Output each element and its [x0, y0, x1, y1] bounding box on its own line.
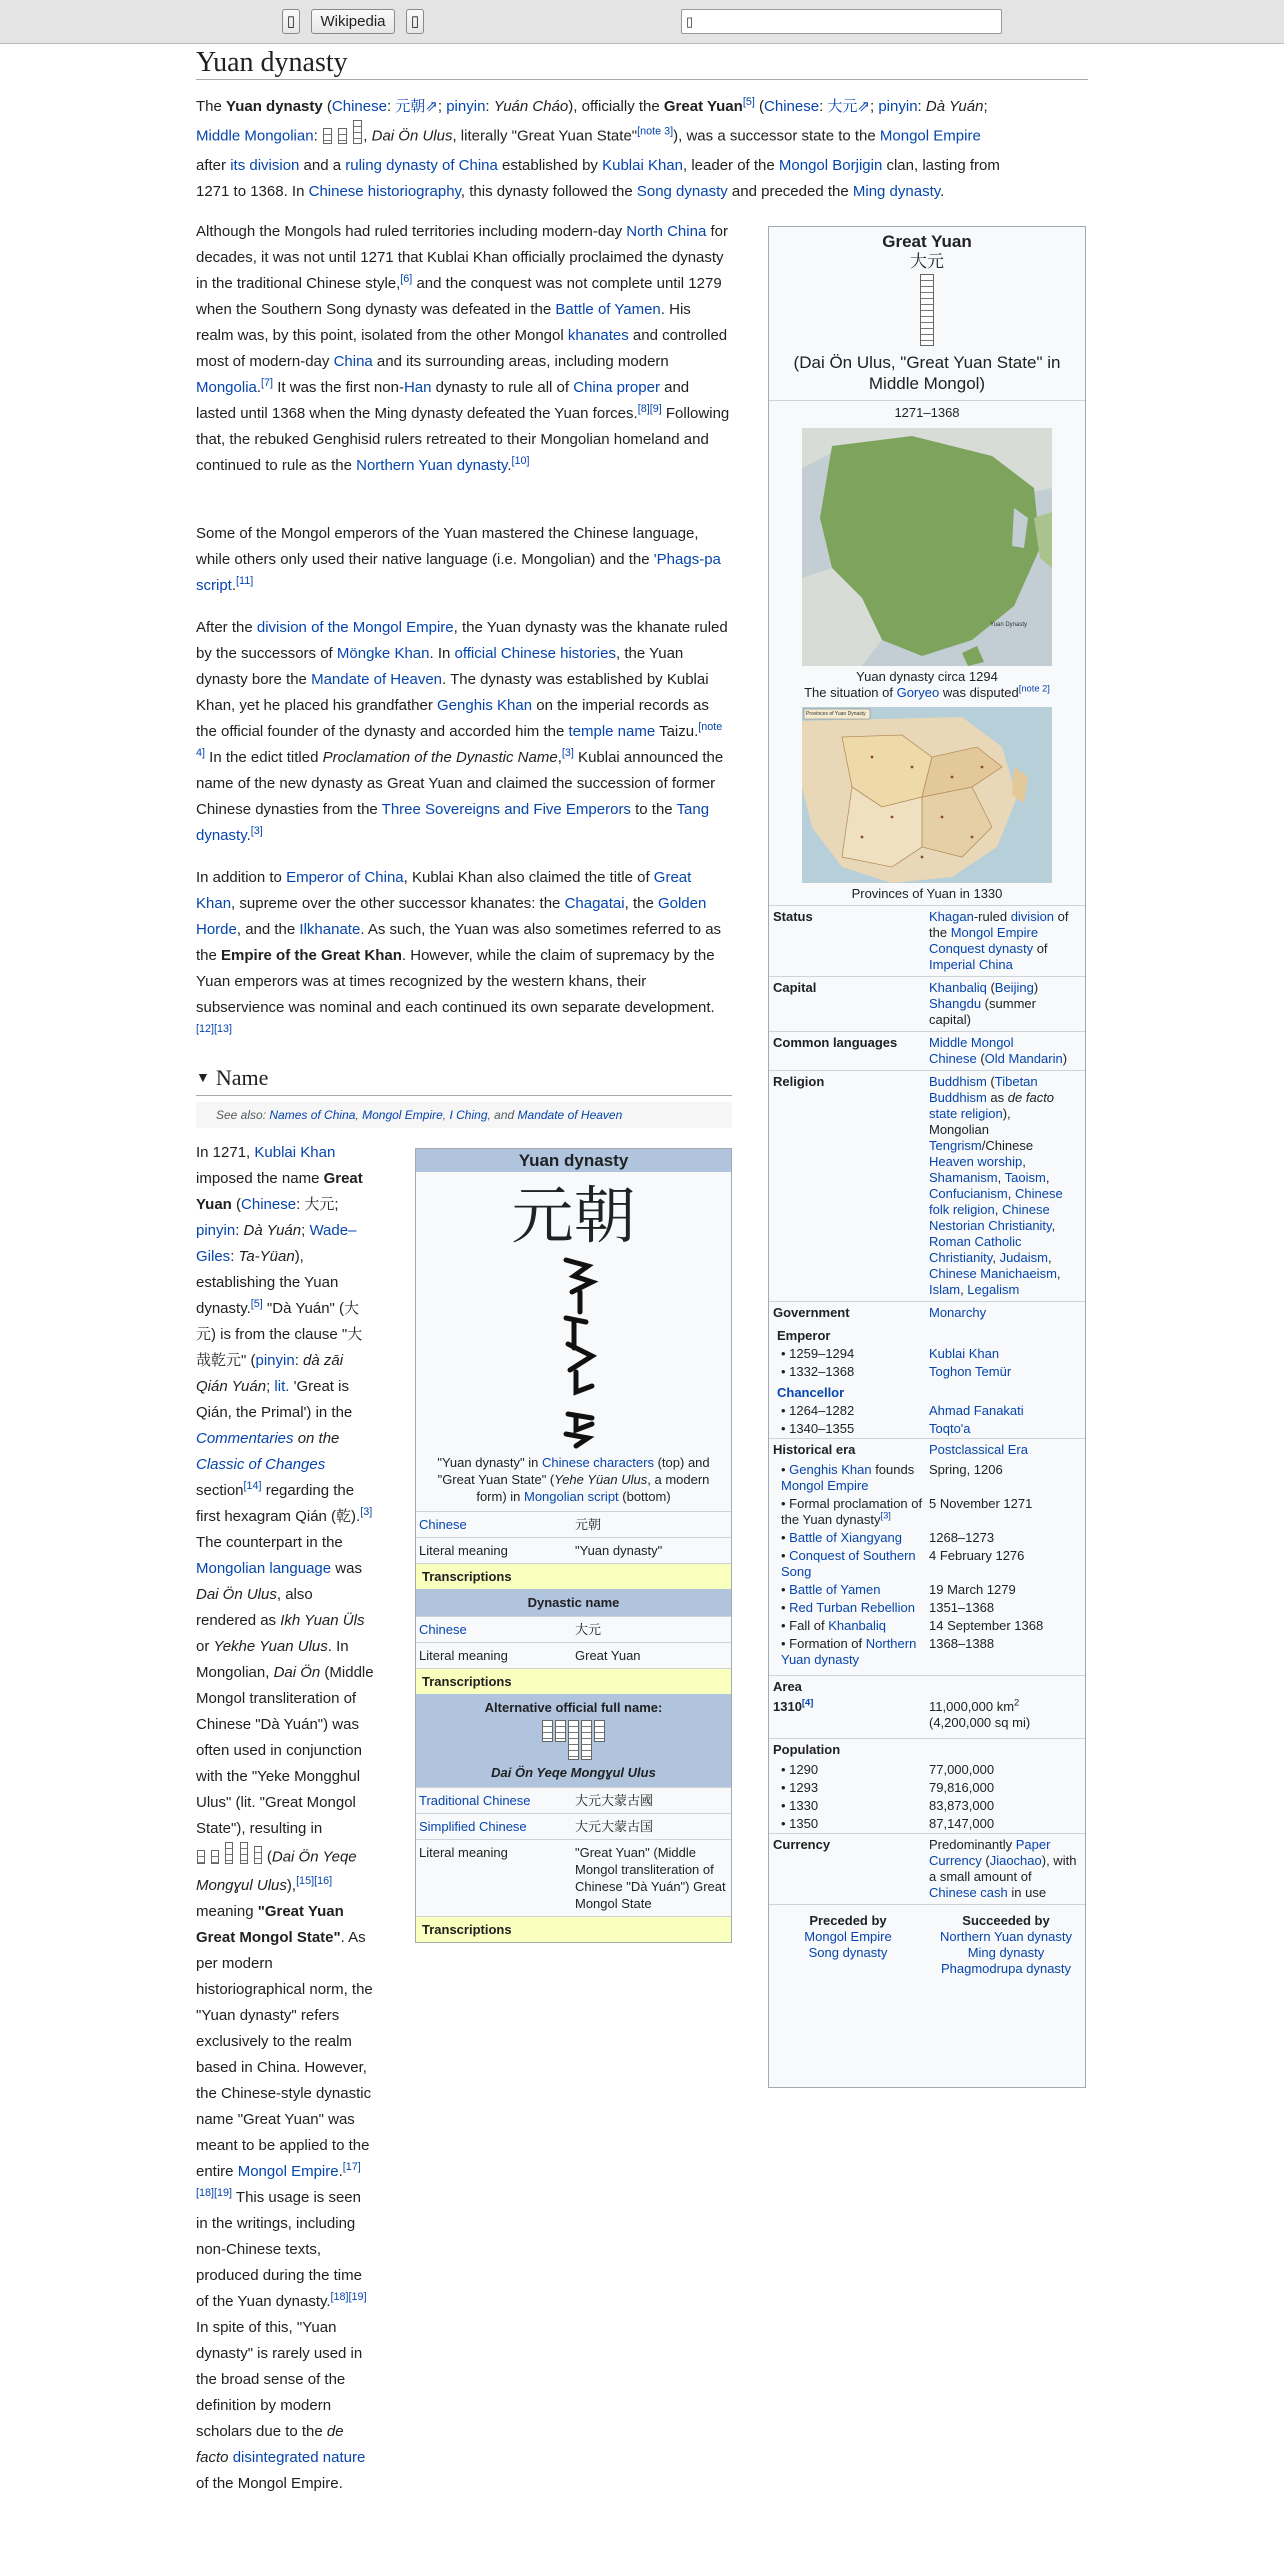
namebox-header: Yuan dynasty	[416, 1149, 731, 1172]
link-names-of-china[interactable]: Names of China	[269, 1108, 356, 1122]
namebox-chinese-chars: 元朝	[511, 1179, 636, 1252]
mongolian-script-glyphs	[196, 1842, 263, 1873]
infobox-row-capital: Capital Khanbaliq (Beijing) Shangdu (summer capital)	[769, 976, 1085, 1031]
ref-link[interactable]: [17][18][19]	[196, 2161, 361, 2199]
namebox-value: 元朝	[575, 1517, 602, 1532]
map-legend: Yuan Dynasty	[990, 622, 1028, 628]
section-heading-label: Name	[215, 1065, 269, 1090]
namebox-value: Great Yuan	[575, 1648, 641, 1663]
link-literally[interactable]: lit.	[274, 1378, 290, 1395]
link-pinyin-4[interactable]: pinyin	[255, 1352, 295, 1369]
link-genghis-khan[interactable]: Genghis Khan	[437, 697, 533, 714]
link-postclassical-era[interactable]: Postclassical Era	[929, 1442, 1028, 1457]
infobox-label: Common languages	[773, 1035, 898, 1050]
link-emperor[interactable]: Toghon Temür	[929, 1364, 1012, 1379]
link-mandate-hat[interactable]: Mandate of Heaven	[517, 1108, 623, 1122]
paragraph-name-origin: In 1271, Kublai Khan imposed the name Great Yuan (Chinese: 大元; pinyin: Dà Yuán; Wade–Giles: Ta-Yüan), establishing the Yuan dynasty.[5] "Dà Yuán" (大元) is from the clause "大哉乾元" (pinyin: dà zāi Qián Yuán; lit. 'Great is Qián, the Primal') in the Commentaries on the Classic of Changes section[14] regarding the first hexagram Qián (乾).[3] The counterpart in the Mongolian language was Dai Ön Ulus, also rendered as Ikh Yuan Üls or Yekhe Yuan Ulus. In Mongolian, Dai Ön (Middle Mongol transliteration of Chinese "Dà Yuán") was often used in conjunction with the "Yeke Mongghul Ulus" (lit. "Great Mongol State"), resulting in (Dai Ön Yeqe Mongɣul Ulus),[15][16] meaning "Great Yuan Great Mongol State". As per modern historiographical norm, the "Yuan dynasty" refers exclusively to the realm based in China. However, the Chinese-style dynastic name "Great Yuan" was meant to be applied to the entire Mongol Empire.[17][18][19] This usage is seen in the writings, including non-Chinese texts, produced during the time of the Yuan dynasty.[18][19] In spite of this, "Yuan dynasty" is rarely used in the broad sense of the definition by modern scholars due to the de facto disintegrated nature of the Mongol Empire.	[196, 1144, 374, 2492]
map1-caption-text: Yuan dynasty circa 1294	[856, 669, 998, 684]
link-temple-name[interactable]: temple name	[568, 723, 656, 740]
infobox-event: • Genghis Khan founds Mongol Empire Spring, 1206	[781, 1462, 1003, 1493]
link-mongol-empire-ib[interactable]: Mongol Empire	[950, 925, 1039, 940]
link-conquest-dynasty[interactable]: Conquest dynasty	[929, 941, 1034, 956]
ref-link[interactable]: [12][13]	[196, 1023, 233, 1035]
link-chagatai[interactable]: Chagatai	[564, 895, 625, 912]
namebox-row	[416, 1642, 731, 1668]
note-link[interactable]: [note 2]	[1018, 683, 1050, 694]
link-emperor-of-china[interactable]: Emperor of China	[286, 869, 404, 886]
page-title: Yuan dynasty	[196, 44, 1088, 80]
map-yuan-1294[interactable]	[769, 425, 1085, 666]
external-link-icon: ⇗	[857, 98, 870, 115]
wikipedia-home-button[interactable]: Wikipedia	[311, 9, 395, 34]
transcriptions-toggle-2[interactable]: Transcriptions	[416, 1668, 731, 1694]
link-chars[interactable]: 元朝	[395, 98, 426, 115]
link-chinese-label[interactable]: Chinese	[419, 1517, 467, 1532]
external-link-icon: ⇗	[425, 98, 438, 115]
link-shangdu[interactable]: Shangdu	[929, 996, 982, 1011]
link-tengrism[interactable]: Tengrism	[929, 1138, 982, 1153]
link-mongol-empire-3[interactable]: Mongol Empire	[237, 2163, 339, 2180]
mongolian-script-glyphs	[769, 270, 1085, 350]
ref-link[interactable]: [10]	[511, 455, 530, 467]
link-chinese-2[interactable]: Chinese	[764, 98, 820, 115]
infobox-event: • Conquest of Southern Song 4 February 1276	[781, 1548, 1025, 1579]
mongolian-script-glyphs	[416, 1716, 731, 1764]
link-mongol-empire-hat[interactable]: Mongol Empire	[362, 1108, 443, 1122]
namebox-label: Literal meaning	[419, 1543, 508, 1558]
link-division-ib[interactable]: division	[1010, 909, 1055, 924]
link-pinyin[interactable]: pinyin	[446, 98, 486, 115]
link-tang-dynasty[interactable]: Tang dynasty	[196, 801, 710, 844]
bold-name: Yuan dynasty	[226, 98, 323, 115]
namebox-value: 大元大蒙古國	[575, 1793, 654, 1808]
link-preceded[interactable]: Song dynasty	[808, 1945, 888, 1960]
ref-link[interactable]: [6]	[400, 273, 413, 285]
link-china[interactable]: China	[333, 353, 373, 370]
name-infobox	[415, 1148, 732, 1943]
alt-name-italic: Dai Ön Yeqe Mongɣul Ulus	[491, 1765, 656, 1780]
hatnote-see-also: See also: Names of China, Mongol Empire, I Ching, and Mandate of Heaven	[196, 1102, 732, 1128]
infobox-label: Government	[773, 1305, 850, 1320]
link-disintegrated-nature[interactable]: disintegrated nature	[232, 2449, 366, 2466]
link-three-sovereigns[interactable]: Three Sovereigns and Five Emperors	[381, 801, 631, 818]
link-historiography[interactable]: Chinese historiography	[308, 183, 461, 200]
link-jiaochao[interactable]: Jiaochao	[989, 1853, 1042, 1868]
link-legalism[interactable]: Legalism	[967, 1282, 1020, 1297]
ref-link[interactable]: [14]	[243, 1480, 262, 1492]
alt-name-label: Alternative official full name:	[484, 1700, 663, 1715]
infobox-title: Great Yuan	[882, 232, 972, 251]
link-mongol-empire-ev[interactable]: Mongol Empire	[781, 1478, 869, 1493]
infobox-subrow: 1310[4] 11,000,000 $km^2$ (4,200,000 sq mi)	[773, 1697, 1031, 1730]
link-chancellor-name[interactable]: Toqto'a	[929, 1421, 971, 1436]
infobox-subrow: • 1293 79,816,000	[781, 1780, 995, 1795]
link-mongolian-script[interactable]: Mongolian script	[524, 1489, 619, 1504]
infobox-event: • Battle of Yamen 19 March 1279	[781, 1582, 1016, 1597]
link-kublai-khan[interactable]: Kublai Khan	[602, 157, 683, 174]
ref-link[interactable]: [7]	[261, 377, 274, 389]
infobox-row-currency: Currency Predominantly Paper Currency (Jiaochao), with a small amount of Chinese cash in use	[769, 1833, 1085, 1904]
link-traditional-chinese[interactable]: Traditional Chinese	[419, 1793, 531, 1808]
namebox-row	[416, 1511, 731, 1537]
infobox-label: Population	[773, 1742, 841, 1757]
link-chancellor[interactable]: Chancellor	[777, 1385, 845, 1400]
link-goryeo[interactable]: Goryeo	[896, 685, 940, 700]
infobox-label: Currency	[773, 1837, 831, 1852]
preceded-label: Preceded by	[809, 1913, 887, 1928]
link-phags-pa[interactable]: 'Phags-pa script	[196, 551, 721, 594]
infobox-subrow: • 1259–1294 Kublai Khan	[769, 1345, 1085, 1363]
namebox-row	[416, 1537, 731, 1563]
namebox-label: Literal meaning	[419, 1845, 508, 1860]
link-khagan[interactable]: Khagan	[929, 909, 974, 924]
link-great-khan[interactable]: Great Khan	[196, 869, 692, 912]
link-buddhism[interactable]: Buddhism	[929, 1074, 987, 1089]
namebox-value: 大元大蒙古国	[575, 1819, 654, 1834]
map1-caption: Yuan dynasty circa 1294 The situation of Goryeo was disputed[note 2]	[769, 666, 1085, 704]
map-provinces-1330[interactable]	[769, 704, 1085, 883]
infobox-years: 1271–1368	[769, 400, 1085, 425]
link-battle-of-xiangyang[interactable]: Battle of Xiangyang	[789, 1530, 902, 1545]
link-north-china[interactable]: North China	[626, 223, 707, 240]
link-ruling-dynasty[interactable]: ruling dynasty of China	[345, 157, 498, 174]
infobox-row-status: Status Khagan-ruled division of the Mongol Empire Conquest dynasty of Imperial China	[769, 905, 1085, 976]
transcriptions-toggle[interactable]: Transcriptions	[416, 1563, 731, 1589]
infobox-label: Historical era	[773, 1442, 856, 1457]
link-roman-catholic[interactable]: Roman Catholic Christianity	[929, 1234, 1022, 1265]
link-kublai-khan-2[interactable]: Kublai Khan	[254, 1144, 336, 1161]
succession-row	[769, 1904, 1085, 1977]
link-ming-dynasty[interactable]: Ming dynasty	[852, 183, 941, 200]
infobox-label: Religion	[773, 1074, 825, 1089]
link-taoism[interactable]: Taoism	[1004, 1170, 1046, 1185]
infobox-native-name: 大元	[910, 252, 944, 271]
infobox-row-religion: Religion Buddhism (Tibetan Buddhism as de facto state religion), Mongolian Tengrism/Chinese Heaven worship, Shamanism, Taoism, Confucianism, Chinese folk religion, Chinese Nestorian Christianity, Roman Catholic Christianity, Judaism, Chinese Manichaeism, Islam, Legalism	[769, 1070, 1085, 1301]
link-manichaeism[interactable]: Chinese Manichaeism	[929, 1266, 1057, 1281]
infobox-event: • Formal proclamation of the Yuan dynasty[3] 5 November 1271	[781, 1496, 1033, 1527]
link-borjigin[interactable]: Mongol Borjigin	[778, 157, 883, 174]
link-succeeded[interactable]: Ming dynasty	[967, 1945, 1045, 1960]
link-conquest-of-song[interactable]: Conquest of Southern Song	[781, 1548, 916, 1579]
namebox-row	[416, 1839, 731, 1916]
namebox-value: "Great Yuan" (Middle Mongol transliteration of Chinese "Dà Yuán") Great Mongol State	[575, 1845, 726, 1911]
infobox-label: Status	[773, 909, 813, 924]
link-northern-yuan-ev[interactable]: Northern Yuan dynasty	[781, 1636, 917, 1667]
link-chancellor-name[interactable]: Ahmad Fanakati	[929, 1403, 1024, 1418]
mongolian-script-graphic	[416, 1252, 731, 1452]
infobox-label: Capital	[773, 980, 817, 995]
browser-toolbar	[0, 0, 1284, 44]
link-heaven-worship[interactable]: Heaven worship	[929, 1154, 1023, 1169]
link-china-proper[interactable]: China proper	[573, 379, 660, 396]
paragraph-great-khan: In addition to Emperor of China, Kublai Khan also claimed the title of Great Khan, supreme over the other successor khanates: the Chagatai, the Golden Horde, and the Ilkhanate. As such, the Yuan was also sometimes referred to as the Empire of the Great Khan. However, while the claim of supremacy by the Yuan emperors was at times recognized by the western khans, their subservience was nominal and each continued its own separate development.[12][13]	[196, 869, 722, 1035]
namebox-value: 大元	[575, 1622, 602, 1637]
link-khanates[interactable]: khanates	[567, 327, 629, 344]
link-song-dynasty[interactable]: Song dynasty	[636, 183, 728, 200]
namebox-row	[416, 1787, 731, 1813]
link-khanbaliq-ev[interactable]: Khanbaliq	[828, 1618, 887, 1633]
chancellor-subhead	[769, 1381, 1085, 1402]
link-official-histories[interactable]: official Chinese histories	[454, 645, 616, 662]
link-chinese-folk-religion[interactable]: Chinese folk religion	[929, 1186, 1063, 1217]
link-mongol-empire[interactable]: Mongol Empire	[879, 127, 981, 145]
provinces-map-graphic	[802, 707, 1052, 883]
link-tibetan-buddhism[interactable]: Tibetan Buddhism	[929, 1074, 1038, 1105]
infobox-subrow: • 1340–1355 Toqto'a	[769, 1420, 1085, 1438]
link-battle-of-yamen[interactable]: Battle of Yamen	[555, 301, 661, 318]
map-graphic	[802, 428, 1052, 666]
transcriptions-toggle-3[interactable]: Transcriptions	[416, 1916, 731, 1942]
ref-link[interactable]: [18][19]	[330, 2291, 367, 2303]
back-button[interactable]: ▯	[282, 9, 300, 34]
main-infobox	[768, 226, 1086, 2088]
link-shamanism[interactable]: Shamanism	[929, 1170, 998, 1185]
link-commentaries[interactable]: Commentaries	[196, 1430, 294, 1447]
link-han[interactable]: Han	[403, 379, 432, 396]
succeeded-label: Succeeded by	[962, 1913, 1050, 1928]
infobox-subrow: • 1350 87,147,000	[781, 1816, 995, 1831]
link-i-ching[interactable]: I Ching	[449, 1108, 488, 1122]
link-genghis-khan-ib[interactable]: Genghis Khan	[789, 1462, 872, 1477]
link-emperor[interactable]: Kublai Khan	[929, 1346, 1000, 1361]
paragraph-conquest: Although the Mongols had ruled territories including modern-day North China for decades, it was not until 1271 that Kublai Khan officially proclaimed the dynasty in the traditional Chinese style,[6] and the conquest was not complete until 1279 when the Southern Song dynasty was defeated in the Battle of Yamen. His realm was, by this point, isolated from the other Mongol khanates and controlled most of modern-day China and its surrounding areas, including modern Mongolia.[7] It was the first non-Han dynasty to rule all of China proper and lasted until 1368 when the Ming dynasty defeated the Yuan forces.[8][9] Following that, the rebuked Genghisid rulers retreated to their Mongolian homeland and continued to rule as the Northern Yuan dynasty.[10]	[196, 223, 730, 474]
link-ilkhanate[interactable]: Ilkhanate	[299, 921, 361, 938]
infobox-subrow: • 1332–1368 Toghon Temür	[769, 1363, 1085, 1381]
paragraph-khanate: After the division of the Mongol Empire, the Yuan dynasty was the khanate ruled by the successors of Möngke Khan. In official Chinese histories, the Yuan dynasty bore the Mandate of Heaven. The dynasty was established by Kublai Khan, yet he placed his grandfather Genghis Khan on the imperial records as the official founder of the dynasty and accorded him the temple name Taizu.[note 4] In the edict titled Proclamation of the Dynastic Name,[3] Kublai announced the name of the new dynasty as Great Yuan and claimed the succession of former Chinese dynasties from the Three Sovereigns and Five Emperors to the Tang dynasty.[3]	[196, 619, 728, 844]
link-preceded[interactable]: Mongol Empire	[804, 1929, 892, 1944]
map2-caption: Provinces of Yuan in 1330	[851, 886, 1003, 901]
infobox-event: • Formation of Northern Yuan dynasty 1368–1388	[781, 1636, 995, 1667]
infobox-native-translation: (Dai Ön Ulus, "Great Yuan State" in Middle Mongol)	[793, 353, 1061, 393]
link-chars-2[interactable]: 大元	[827, 98, 858, 115]
namebox-caption: "Yuan dynasty" in Chinese characters (top) and "Great Yuan State" (Yehe Yüan Ulus, a modern form) in Mongolian script (bottom)	[437, 1455, 710, 1504]
infobox-row-area	[769, 1675, 1085, 1698]
search-input[interactable]: ▯	[681, 9, 1002, 34]
link-mongolian-language[interactable]: Mongolian language	[196, 1560, 332, 1577]
ref-link[interactable]: [11]	[236, 575, 254, 587]
link-succeeded[interactable]: Phagmodrupa dynasty	[940, 1961, 1072, 1976]
link-monarchy[interactable]: Monarchy	[929, 1305, 987, 1320]
link-division[interactable]: division of the Mongol Empire	[256, 619, 454, 636]
ref-link[interactable]: [8][9]	[637, 403, 662, 415]
infobox-event: • Battle of Xiangyang 1268–1273	[781, 1530, 995, 1545]
link-mongolia[interactable]: Mongolia	[196, 379, 257, 396]
dynastic-name-header: Dynastic name	[416, 1589, 731, 1616]
infobox-row-government	[769, 1301, 1085, 1324]
link-judaism[interactable]: Judaism	[999, 1250, 1048, 1265]
ref-link[interactable]: [15][16]	[296, 1875, 333, 1887]
namebox-row	[416, 1616, 731, 1642]
ref-link[interactable]: [5]	[742, 96, 755, 108]
link-succeeded[interactable]: Northern Yuan dynasty	[939, 1929, 1072, 1944]
infobox-event: • Red Turban Rebellion 1351–1368	[781, 1600, 995, 1615]
link-chinese-cash[interactable]: Chinese cash	[929, 1885, 1008, 1900]
link-middle-mongolian[interactable]: Middle Mongolian	[196, 127, 314, 145]
note-link[interactable]: [note 4]	[196, 721, 723, 759]
infobox-label: Area	[773, 1679, 802, 1694]
link-battle-of-yamen-ib[interactable]: Battle of Yamen	[789, 1582, 881, 1597]
lead-paragraph: The Yuan dynasty (Chinese: 元朝⇗; pinyin: Yuán Cháo), officially the Great Yuan[5] (Chinese: 大元⇗; pinyin: Dà Yuán; Middle Mongolian: , Dai Ön Ulus, literally "Great Yuan State"[note 3]), was a successor state to the Mongol Empire after its division and a ruling dynasty of China established by Kublai Khan, leader of the Mongol Borjigin clan, lasting from 1271 to 1368. In Chinese historiography, this dynasty followed the Song dynasty and preceded the Ming dynasty.	[196, 96, 1000, 200]
link-pinyin-3[interactable]: pinyin	[196, 1222, 236, 1239]
link-red-turban[interactable]: Red Turban Rebellion	[789, 1600, 915, 1615]
note-link[interactable]: [note 3]	[637, 125, 674, 138]
link-chinese-label-2[interactable]: Chinese	[419, 1622, 467, 1637]
mongolian-script-glyphs	[322, 120, 363, 153]
menu-button[interactable]: ▯	[406, 9, 424, 34]
infobox-subrow: • 1290 77,000,000	[781, 1762, 995, 1777]
paragraph-languages: Some of the Mongol emperors of the Yuan mastered the Chinese language, while others only used their native language (i.e. Mongolian) and the 'Phags-pa script.[11]	[196, 525, 721, 594]
infobox-subrow: • 1330 83,873,000	[781, 1798, 995, 1813]
link-its-division[interactable]: its division	[230, 157, 300, 174]
link-chinese-characters[interactable]: Chinese characters	[541, 1455, 654, 1470]
link-classic-of-changes[interactable]: Classic of Changes	[196, 1456, 326, 1473]
infobox-row-era	[769, 1438, 1085, 1461]
link-chinese-3[interactable]: Chinese	[241, 1196, 297, 1213]
collapse-triangle-icon[interactable]: ▼	[196, 1071, 210, 1086]
ref-link[interactable]: [3]	[880, 1510, 891, 1521]
link-simplified-chinese[interactable]: Simplified Chinese	[419, 1819, 527, 1834]
infobox-subrow: • 1264–1282 Ahmad Fanakati	[769, 1402, 1085, 1420]
mongolian-script-image	[416, 1252, 731, 1452]
emperor-subhead: Emperor	[777, 1328, 831, 1343]
alternative-name-header	[416, 1694, 731, 1787]
link-state-religion[interactable]: state religion	[929, 1106, 1003, 1121]
link-old-mandarin[interactable]: Old Mandarin	[984, 1051, 1063, 1066]
infobox-event: • Fall of Khanbaliq 14 September 1368	[781, 1618, 1044, 1633]
link-paper-currency[interactable]: Paper Currency	[929, 1837, 1051, 1868]
infobox-row-population	[769, 1738, 1085, 1761]
namebox-value: "Yuan dynasty"	[575, 1543, 663, 1558]
link-golden-horde[interactable]: Golden Horde	[196, 895, 707, 938]
link-northern-yuan[interactable]: Northern Yuan dynasty	[356, 457, 508, 474]
link-mongke-khan[interactable]: Möngke Khan	[336, 645, 430, 662]
link-nestorian[interactable]: Chinese Nestorian Christianity	[929, 1202, 1052, 1233]
ref-link[interactable]: [4]	[801, 1697, 814, 1708]
link-wade-giles[interactable]: Wade–Giles	[196, 1222, 357, 1265]
link-islam[interactable]: Islam	[929, 1282, 961, 1297]
succeeded-by	[927, 1913, 1085, 1977]
link-middle-mongol[interactable]: Middle Mongol	[929, 1035, 1014, 1050]
link-pinyin-2[interactable]: pinyin	[878, 98, 918, 115]
namebox-row	[416, 1813, 731, 1839]
ref-link[interactable]: [5]	[250, 1298, 263, 1310]
link-chinese[interactable]: Chinese	[331, 98, 387, 115]
preceded-by	[769, 1913, 927, 1977]
ref-link[interactable]: [3]	[360, 1506, 373, 1518]
section-heading-name[interactable]	[196, 1063, 732, 1096]
link-confucianism[interactable]: Confucianism	[929, 1186, 1008, 1201]
namebox-label: Literal meaning	[419, 1648, 508, 1663]
map2-title: Provinces of Yuan Dynasty	[806, 711, 866, 717]
link-imperial-china[interactable]: Imperial China	[929, 957, 1013, 972]
infobox-row-languages: Common languages Middle Mongol Chinese (Old Mandarin)	[769, 1031, 1085, 1070]
link-mandate[interactable]: Mandate of Heaven	[311, 671, 442, 688]
ref-link[interactable]: [3]	[561, 747, 574, 759]
link-khanbaliq[interactable]: Khanbaliq	[929, 980, 987, 995]
ref-link[interactable]: [3]	[250, 825, 263, 837]
link-chinese-lang[interactable]: Chinese	[929, 1051, 977, 1066]
link-beijing[interactable]: Beijing	[994, 980, 1034, 995]
